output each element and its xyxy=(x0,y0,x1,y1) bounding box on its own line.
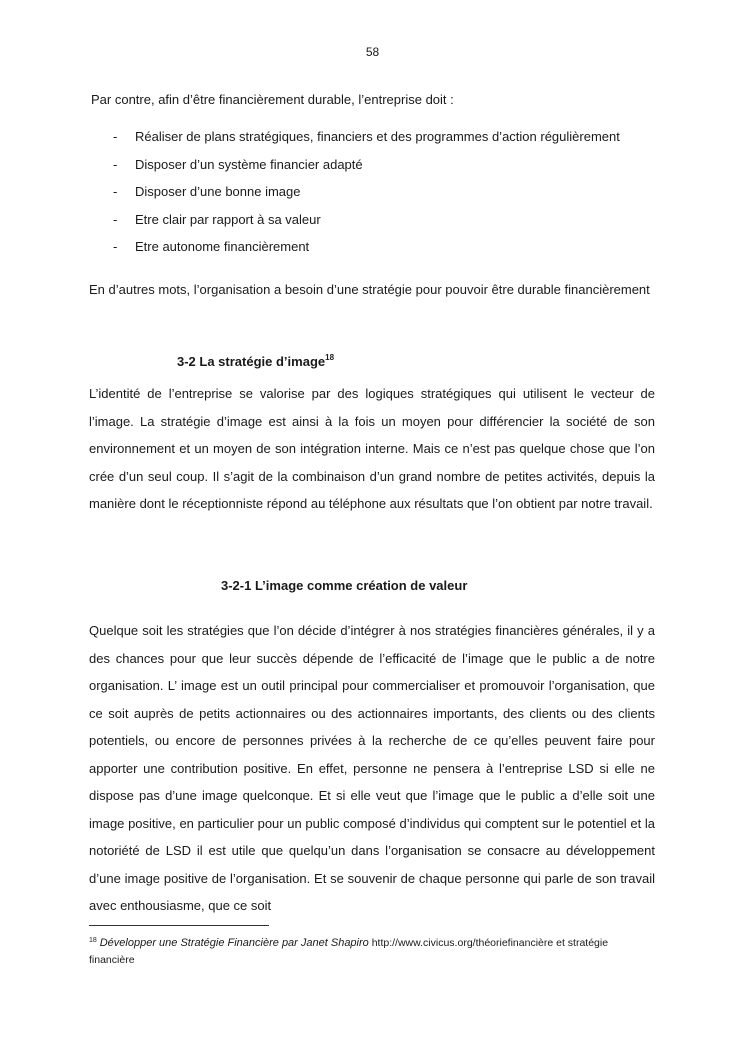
section-heading-image-strategy xyxy=(177,353,334,369)
list-item-text: Réaliser de plans stratégiques, financiers et des programmes d’action régulièrement xyxy=(135,129,620,144)
footnote xyxy=(89,932,655,969)
footnote-separator xyxy=(89,925,269,926)
list-item xyxy=(113,211,620,239)
bullet-dash: - xyxy=(113,211,118,227)
footnote-number: 18 xyxy=(89,937,97,944)
requirements-list xyxy=(113,128,620,266)
intro-sentence: Par contre, afin d’être financièrement durable, l’entreprise doit : xyxy=(91,92,454,107)
list-item xyxy=(113,238,620,266)
footnote-source-link[interactable]: http://www.civicus.org/théoriefinancière et stratégie financière xyxy=(89,937,609,966)
subsection-heading-value-creation: 3-2-1 L’image comme création de valeur xyxy=(221,578,468,593)
list-item-text: Disposer d’un système financier adapté xyxy=(135,156,363,172)
paragraph-image-value: Quelque soit les stratégies que l’on décide d’intégrer à nos stratégies financières générales, il y a des chances pour que leur succès dépende de l’efficacité de l’image que le public a de notre organisation. L’ image est un outil principal pour commercialiser et promouvoir l’organisation, que ce soit auprès de petits actionnaires ou des actionnaires importants, des clients ou des clients potentiels, ou encore de personnes privées à la recherche de ce qu’elles peuvent faire pour apporter une contribution positive. En effet, personne ne pensera à l’entreprise LSD si elle ne dispose pas d’une image quelconque. Et si elle veut que l’image que le public a d’elle soit une image positive, en particulier pour un public composé d’individus qui comptent sur le potentiel et la notoriété de LSD il est utile que quelqu’un dans l’organisation se consacre au développement d’une image positive de l’organisation. Et se souvenir de chaque personne qui parle de son travail avec enthousiasme, que ce soit xyxy=(89,623,655,913)
list-item xyxy=(113,156,620,184)
page-number: 58 xyxy=(365,45,380,59)
bullet-dash: - xyxy=(113,129,118,144)
list-item xyxy=(113,128,620,156)
bullet-dash: - xyxy=(113,156,118,172)
paragraph-image-identity: L’identité de l’entreprise se valorise par des logiques stratégiques qui utilisent le vecteur de l’image. La stratégie d’image est ainsi à la fois un moyen pour différencier la société de son environnement et un moyen de son intégration interne. Mais ce n’est pas quelque chose que l’on crée d’un seul coup. Il s’agit de la combinaison d’un grand nombre de petites activités, depuis la manière dont le réceptionniste répond au téléphone aux résultats que l’on obtient par notre travail. xyxy=(89,386,655,511)
heading-text: 3-2 La stratégie d’image xyxy=(177,354,326,369)
footnote-reference[interactable]: 18 xyxy=(325,353,335,362)
bullet-dash: - xyxy=(113,184,118,199)
paragraph-strategy-need: En d’autres mots, l’organisation a besoin d’une stratégie pour pouvoir être durable financièrement xyxy=(89,282,650,297)
footnote-title: Développer une Stratégie Financière par Janet Shapiro xyxy=(99,937,369,949)
bullet-dash: - xyxy=(113,239,118,254)
list-item xyxy=(113,183,620,211)
list-item-text: Etre autonome financièrement xyxy=(135,239,310,254)
list-item-text: Etre clair par rapport à sa valeur xyxy=(135,211,321,227)
list-item-text: Disposer d’une bonne image xyxy=(135,184,301,199)
